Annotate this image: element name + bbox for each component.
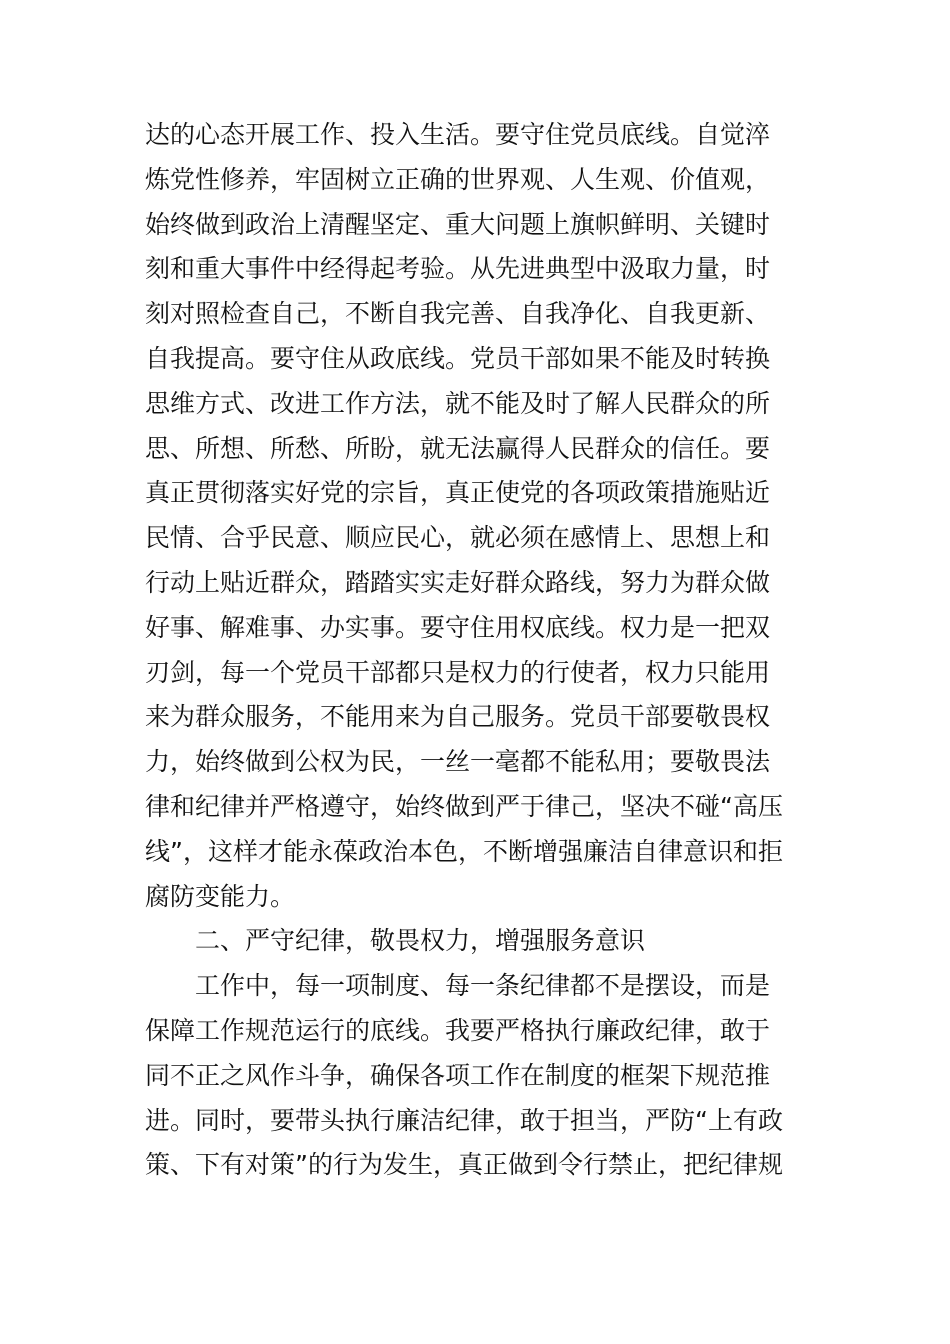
text-line: 刻对照检查自己，不断自我完善、自我净化、自我更新、 bbox=[145, 299, 771, 329]
text-line: 来为群众服务，不能用来为自己服务。党员干部要敬畏权 bbox=[145, 702, 771, 732]
text-line: 刃剑，每一个党员干部都只是权力的行使者，权力只能用 bbox=[145, 657, 771, 687]
text-line: 真正贯彻落实好党的宗旨，真正使党的各项政策措施贴近 bbox=[145, 478, 771, 508]
text-line: 行动上贴近群众，踏踏实实走好群众路线，努力为群众做 bbox=[145, 567, 771, 597]
text-line: 始终做到政治上清醒坚定、重大问题上旗帜鲜明、关键时 bbox=[145, 209, 771, 239]
text-line: 好事、解难事、办实事。要守住用权底线。权力是一把双 bbox=[145, 612, 771, 642]
text-line: 保障工作规范运行的底线。我要严格执行廉政纪律，敢于 bbox=[145, 1015, 771, 1045]
body-text bbox=[145, 113, 815, 1188]
text-line: 力，始终做到公权为民，一丝一毫都不能私用；要敬畏法 bbox=[145, 747, 771, 777]
text-line: 刻和重大事件中经得起考验。从先进典型中汲取力量，时 bbox=[145, 254, 771, 284]
section-heading: 二、严守纪律，敬畏权力，增强服务意识 bbox=[195, 926, 646, 956]
text-line: 工作中，每一项制度、每一条纪律都不是摆设，而是 bbox=[195, 971, 771, 1001]
text-line: 达的心态开展工作、投入生活。要守住党员底线。自觉淬 bbox=[145, 120, 771, 149]
text-line: 思、所想、所愁、所盼，就无法赢得人民群众的信任。要 bbox=[145, 433, 771, 463]
text-line: 策、下有对策”的行为发生，真正做到令行禁止，把纪律规 bbox=[145, 1150, 783, 1180]
text-line: 线”，这样才能永葆政治本色，不断增强廉洁自律意识和拒 bbox=[145, 836, 783, 866]
text-line: 进。同时，要带头执行廉洁纪律，敢于担当，严防“上有政 bbox=[145, 1105, 783, 1135]
text-line: 民情、合乎民意、顺应民心，就必须在感情上、思想上和 bbox=[145, 523, 771, 553]
text-line: 炼党性修养，牢固树立正确的世界观、人生观、价值观， bbox=[145, 164, 771, 194]
text-line: 自我提高。要守住从政底线。党员干部如果不能及时转换 bbox=[145, 343, 771, 373]
text-line: 思维方式、改进工作方法，就不能及时了解人民群众的所 bbox=[145, 388, 771, 418]
text-line: 律和纪律并严格遵守，始终做到严于律己，坚决不碰“高压 bbox=[145, 791, 783, 821]
text-line: 腐防变能力。 bbox=[145, 881, 296, 911]
text-line: 同不正之风作斗争，确保各项工作在制度的框架下规范推 bbox=[145, 1060, 771, 1090]
